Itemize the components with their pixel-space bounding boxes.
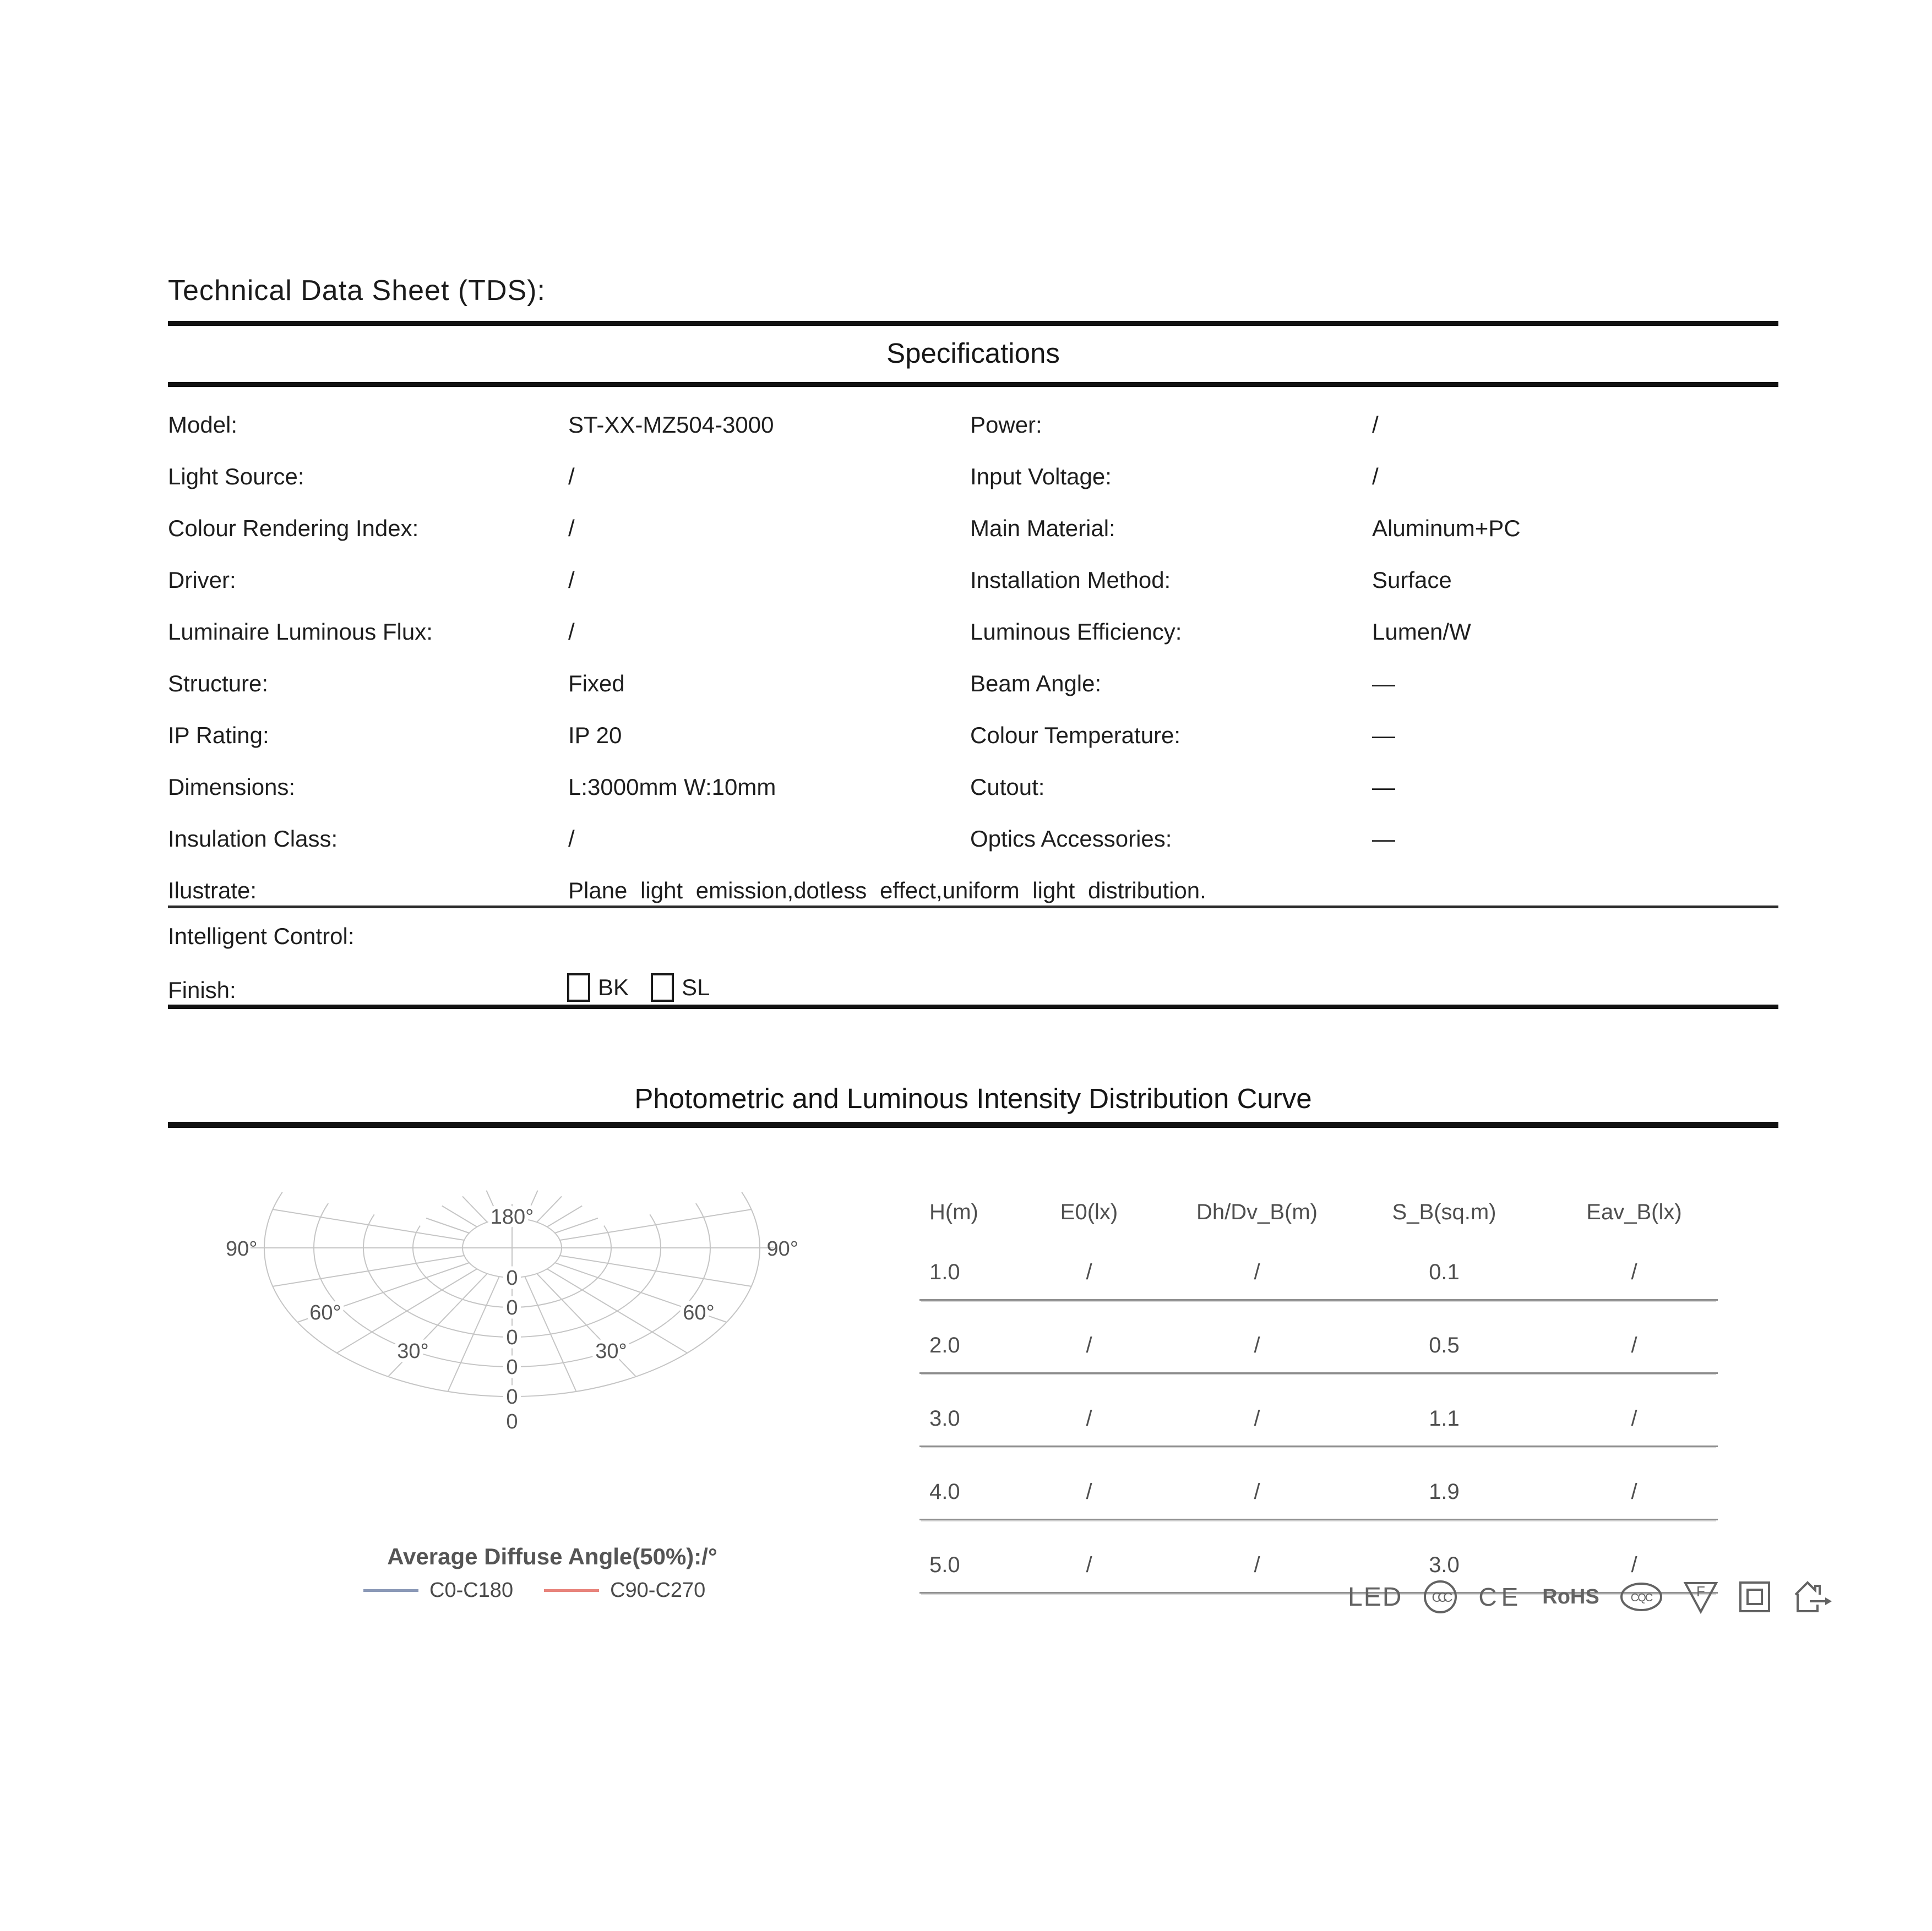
col-header: Eav_B(lx) [1586,1200,1682,1224]
polar-caption: Average Diffuse Angle(50%):/° [387,1543,717,1569]
certification-marks [1348,1579,1833,1615]
polar-axis-zero: 0 [506,1356,518,1379]
cell: 1.9 [1429,1480,1460,1504]
spec-label: Luminaire Luminous Flux: [168,619,433,645]
spec-label: Driver: [168,567,236,593]
legend-line-c0-c180 [363,1589,418,1592]
cell: / [1086,1333,1092,1357]
spec-value: Aluminum+PC [1372,515,1521,541]
svg-text:CQC: CQC [1630,1592,1652,1604]
cell: / [1631,1480,1637,1504]
spec-value: / [568,619,575,645]
legend-label-c90-c270: C90-C270 [610,1579,706,1602]
polar-label-60-right: 60° [683,1301,715,1324]
f-mark-icon [1683,1580,1718,1614]
cell: / [1254,1406,1260,1431]
spec-label: Colour Rendering Index: [168,515,419,541]
photometric-table [919,1200,1718,1594]
spec-value: / [1372,463,1379,489]
col-header: H(m) [929,1200,978,1224]
col-header: Dh/Dv_B(m) [1196,1200,1318,1224]
cell: / [1086,1406,1092,1431]
divider-end-specifications [168,1005,1778,1009]
polar-axis-zero: 0 [506,1410,518,1433]
col-header: S_B(sq.m) [1392,1200,1496,1224]
polar-label-30-left: 30° [397,1340,429,1363]
cqc-mark-icon [1619,1581,1663,1612]
divider-under-photometric-heading [168,1122,1778,1128]
spec-value: IP 20 [568,722,622,748]
photometric-heading: Photometric and Luminous Intensity Distribution Curve [634,1083,1312,1114]
cell: 3.0 [929,1406,960,1431]
finish-option-bk [567,973,629,1002]
page-title: Technical Data Sheet (TDS): [168,275,546,307]
spec-value: Plane light emission,dotless effect,uniform light distribution. [568,877,1206,903]
finish-checkbox-sl[interactable] [651,973,674,1002]
cell: 1.1 [1429,1406,1460,1431]
cell: / [1086,1480,1092,1504]
polar-label-60-left: 60° [309,1301,341,1324]
polar-axis-zero: 0 [506,1385,518,1409]
cell: 0.1 [1429,1260,1460,1284]
finish-checkbox-bk[interactable] [567,973,590,1002]
spec-label: Input Voltage: [970,463,1112,489]
legend-label-c0-c180: C0-C180 [429,1579,514,1602]
spec-label: Power: [970,412,1042,438]
specifications-heading: Specifications [886,337,1060,369]
svg-text:F: F [1696,1583,1705,1600]
led-label: LED [1348,1582,1403,1612]
spec-value: / [568,515,575,541]
spec-value: Fixed [568,670,625,696]
spec-value: / [568,567,575,593]
cell: / [1631,1260,1637,1284]
spec-label: Beam Angle: [970,670,1102,696]
cell: 5.0 [929,1553,960,1577]
finish-options [567,973,720,1002]
spec-label: Luminous Efficiency: [970,619,1182,645]
cell: 4.0 [929,1480,960,1504]
spec-value: / [568,826,575,852]
spec-label: Main Material: [970,515,1115,541]
finish-option-sl [651,973,710,1002]
table-row [919,1374,1718,1447]
intelligent-control-label: Intelligent Control: [168,923,355,949]
polar-label-180: 180° [490,1205,534,1229]
svg-text:CCC: CCC [1432,1590,1449,1605]
spec-value: — [1372,722,1395,748]
divider-intelligent-control [168,906,1778,908]
spec-label: Structure: [168,670,269,696]
cell: / [1254,1333,1260,1357]
spec-value: — [1372,670,1395,696]
table-row [919,1228,1718,1301]
cell: 2.0 [929,1333,960,1357]
finish-label: Finish: [168,977,236,1003]
spec-label: Dimensions: [168,774,296,800]
col-header: E0(lx) [1060,1200,1118,1224]
polar-legend [363,1579,736,1602]
cell: / [1254,1260,1260,1284]
spec-label: Colour Temperature: [970,722,1181,748]
spec-value: — [1372,826,1395,852]
cell: / [1631,1333,1637,1357]
spec-value: / [568,463,575,489]
ccc-mark-icon [1422,1579,1458,1615]
polar-label-90-right: 90° [766,1237,798,1261]
spec-value: — [1372,774,1395,800]
spec-value: L:3000mm W:10mm [568,774,776,800]
divider-top [168,321,1778,326]
cell: / [1631,1553,1637,1577]
legend-line-c90-c270 [544,1589,599,1592]
finish-option-label: BK [598,974,629,1000]
cell: 0.5 [1429,1333,1460,1357]
spec-label: Optics Accessories: [970,826,1172,852]
spec-value: ST-XX-MZ504-3000 [568,412,774,438]
spec-value: Surface [1372,567,1452,593]
polar-axis-zero: 0 [506,1267,518,1290]
cell: / [1254,1480,1260,1504]
finish-option-label: SL [682,974,710,1000]
spec-label: Cutout: [970,774,1045,800]
table-row [919,1301,1718,1374]
photometric-polar-chart [209,1142,815,1434]
spec-label: Insulation Class: [168,826,338,852]
photometric-table-header [919,1200,1718,1228]
cell: 3.0 [1429,1553,1460,1577]
spec-label: Model: [168,412,238,438]
spec-value: / [1372,412,1379,438]
cell: 1.0 [929,1260,960,1284]
cell: / [1631,1406,1637,1431]
polar-label-90-left: 90° [226,1237,258,1261]
spec-value: Lumen/W [1372,619,1471,645]
spec-label: IP Rating: [168,722,269,748]
ce-mark-icon: CE [1478,1583,1523,1611]
divider-under-spec-heading [168,382,1778,387]
indoor-use-icon [1791,1579,1833,1614]
cell: / [1086,1553,1092,1577]
spec-label: Ilustrate: [168,877,257,903]
class-ii-icon [1738,1580,1771,1613]
rohs-label: RoHS [1542,1585,1599,1608]
spec-label: Installation Method: [970,567,1171,593]
cell: / [1254,1553,1260,1577]
cell: / [1086,1260,1092,1284]
polar-label-30-right: 30° [595,1340,627,1363]
polar-axis-zero: 0 [506,1296,518,1319]
specifications-table [168,412,1778,929]
polar-axis-zero: 0 [506,1326,518,1349]
spec-label: Light Source: [168,463,304,489]
table-row [919,1447,1718,1520]
